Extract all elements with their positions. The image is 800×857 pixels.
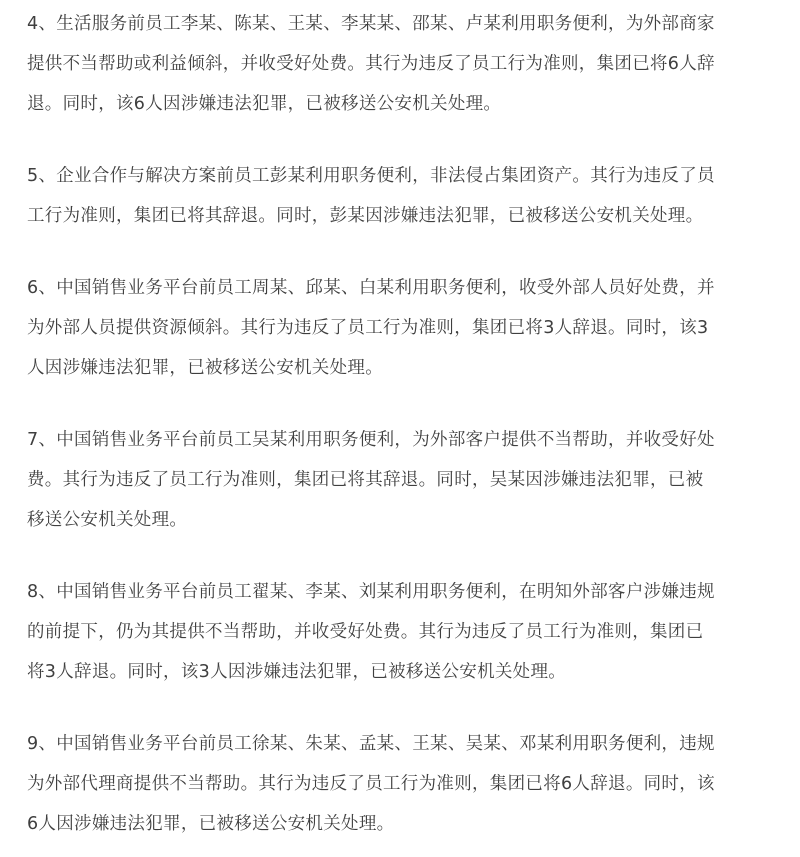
paragraph-spacer	[27, 540, 786, 572]
paragraph-line: 4、生活服务前员工李某、陈某、王某、李某某、邵某、卢某利用职务便利，为外部商家	[27, 14, 715, 34]
paragraph-line: 9、中国销售业务平台前员工徐某、朱某、孟某、王某、吴某、邓某利用职务便利，违规	[27, 734, 715, 754]
paragraph-line: 为外部人员提供资源倾斜。其行为违反了员工行为准则，集团已将3人辞退。同时，该3	[27, 318, 709, 338]
paragraph-line: 7、中国销售业务平台前员工吴某利用职务便利，为外部客户提供不当帮助，并收受好处	[27, 430, 715, 450]
paragraph-9	[27, 724, 786, 844]
paragraph-line: 6、中国销售业务平台前员工周某、邱某、白某利用职务便利，收受外部人员好处费，并	[27, 278, 715, 298]
paragraph-line: 将3人辞退。同时，该3人因涉嫌违法犯罪，已被移送公安机关处理。	[27, 662, 567, 682]
paragraph-line: 6人因涉嫌违法犯罪，已被移送公安机关处理。	[27, 814, 395, 834]
paragraph-line: 工行为准则，集团已将其辞退。同时，彭某因涉嫌违法犯罪，已被移送公安机关处理。	[27, 206, 704, 226]
paragraph-line: 5、企业合作与解决方案前员工彭某利用职务便利，非法侵占集团资产。其行为违反了员	[27, 166, 715, 186]
paragraph-line: 为外部代理商提供不当帮助。其行为违反了员工行为准则，集团已将6人辞退。同时，该	[27, 774, 715, 794]
paragraph-5	[27, 156, 786, 236]
paragraph-spacer	[27, 692, 786, 724]
paragraph-line: 提供不当帮助或利益倾斜，并收受好处费。其行为违反了员工行为准则，集团已将6人辞	[27, 54, 715, 74]
paragraph-7	[27, 420, 786, 540]
paragraph-spacer	[27, 124, 786, 156]
paragraph-8	[27, 572, 786, 692]
paragraph-line: 移送公安机关处理。	[27, 510, 188, 530]
paragraph-line: 8、中国销售业务平台前员工翟某、李某、刘某利用职务便利，在明知外部客户涉嫌违规	[27, 582, 715, 602]
paragraph-line: 费。其行为违反了员工行为准则，集团已将其辞退。同时，吴某因涉嫌违法犯罪，已被	[27, 470, 704, 490]
paragraph-4	[27, 4, 786, 124]
paragraph-line: 的前提下，仍为其提供不当帮助，并收受好处费。其行为违反了员工行为准则，集团已	[27, 622, 704, 642]
paragraph-line: 人因涉嫌违法犯罪，已被移送公安机关处理。	[27, 358, 383, 378]
paragraph-spacer	[27, 388, 786, 420]
paragraph-line: 退。同时，该6人因涉嫌违法犯罪，已被移送公安机关处理。	[27, 94, 502, 114]
paragraph-6	[27, 268, 786, 388]
paragraph-spacer	[27, 236, 786, 268]
